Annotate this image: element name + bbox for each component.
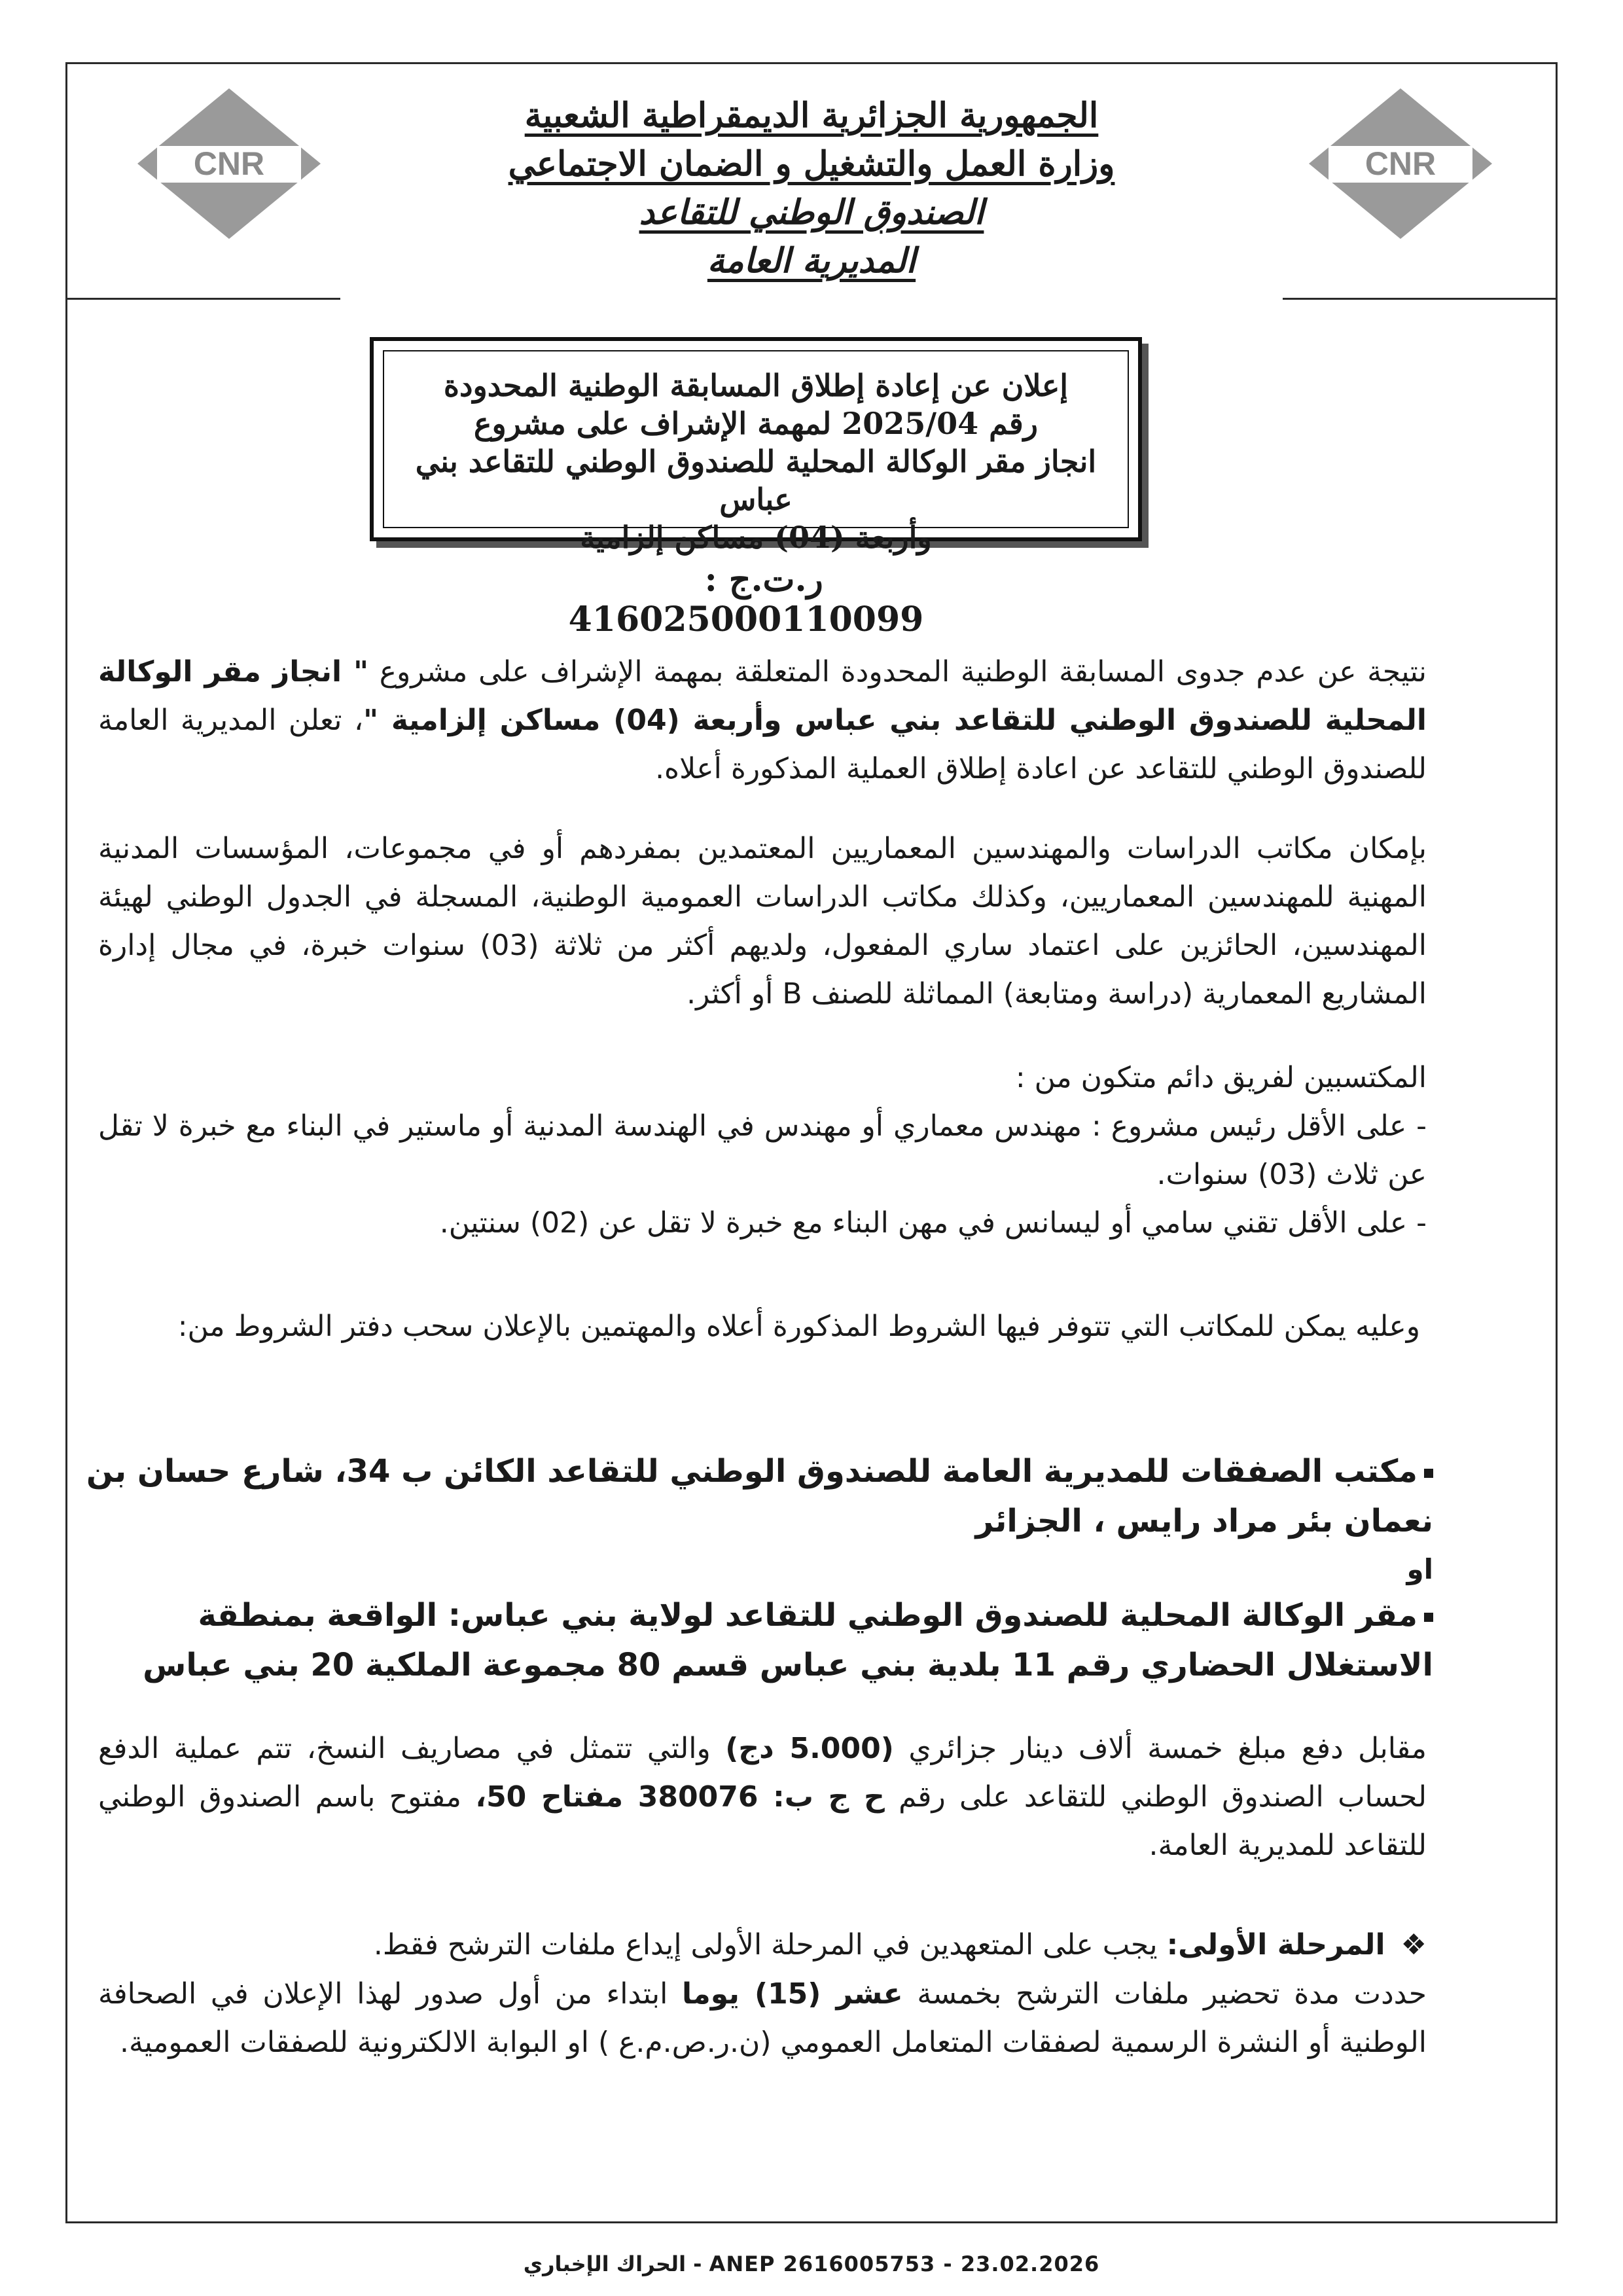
bullet-head-office-text: مكتب الصفقات للمديرية العامة للصندوق الوطني للتقاعد الكائن ب 34، شارع حسان بن نعمان بئر مراد رايس ، الجزائر xyxy=(86,1453,1433,1539)
announcement-line-4: وأربعة (04) مساكن إلزامية xyxy=(580,520,932,555)
payment-amount: (5.000 دج) xyxy=(725,1732,894,1765)
reference-number xyxy=(517,560,975,639)
announcement-line-1: إعلان عن إعادة إطلاق المسابقة الوطنية المحدودة xyxy=(443,368,1069,403)
deadline-text-a: حددت مدة تحضير ملفات الترشح بخمسة xyxy=(902,1977,1427,2011)
intro-text-b: ، تعلن المديرية العامة للصندوق الوطني للتقاعد عن اعادة إطلاق العملية المذكورة أعلاه. xyxy=(98,704,1427,785)
paragraph-intro xyxy=(98,648,1427,793)
payment-text-a: مقابل دفع مبلغ خمسة ألاف دينار جزائري xyxy=(893,1732,1427,1765)
team-item-technician: - على الأقل تقني سامي أو ليسانس في مهن البناء مع خبرة لا تقل عن (02) سنتين. xyxy=(439,1206,1427,1240)
footer-publication-ref: الحراك الإخباري - ANEP 2616005753 - 23.02.2026 xyxy=(523,2251,1100,2276)
reference-value: 416025000110099 xyxy=(568,600,924,639)
header-rule-left xyxy=(65,298,340,300)
paragraph-eligibility xyxy=(98,825,1427,1018)
phase-one-label: المرحلة الأولى: xyxy=(1166,1928,1385,1962)
intro-project-name: " انجاز مقر الوكالة المحلية للصندوق الوطني للتقاعد بني عباس وأربعة (04) مساكن إلزامية " xyxy=(98,655,1427,737)
paragraph-deadline xyxy=(98,1970,1427,2067)
phase-one xyxy=(98,1921,1427,1969)
team-item-project-lead: - على الأقل رئيس مشروع : مهندس معماري أو مهندس في الهندسة المدنية أو ماستير في البناء مع خبرة لا تقل عن ثلاث (03) سنوات. xyxy=(98,1109,1427,1191)
header-titles xyxy=(353,92,1270,285)
or-text: او xyxy=(1406,1553,1433,1585)
team-intro: المكتسبين لفريق دائم متكون من : xyxy=(1015,1061,1427,1094)
deadline-days: عشر (15) يوما xyxy=(682,1977,903,2011)
announcement-line-3: انجاز مقر الوكالة المحلية للصندوق الوطني للتقاعد بني عباس xyxy=(415,444,1097,517)
payment-text-b: والتي تتمثل في مصاريف النسخ، تتم عملية الدفع لحساب الصندوق الوطني للتقاعد على رقم xyxy=(98,1732,1427,1814)
spec-withdrawal-text: وعليه يمكن للمكاتب التي تتوفر فيها الشروط المذكورة أعلاه والمهتمين بالإعلان سحب دفتر الشروط من: xyxy=(177,1310,1420,1343)
reference-label: ر.ت.ج : xyxy=(704,560,823,600)
logo-left-text: CNR xyxy=(193,145,265,182)
intro-text-a: نتيجة عن عدم جدوى المسابقة الوطنية المحدودة المتعلقة بمهمة الإشراف على مشروع xyxy=(368,655,1427,689)
header-directorate: المديرية العامة xyxy=(707,241,916,281)
payment-text-c: مفتوح باسم الصندوق الوطني للتقاعد للمديرية العامة. xyxy=(98,1780,1427,1862)
header-ministry: وزارة العمل والتشغيل و الضمان الاجتماعي xyxy=(508,144,1115,184)
paragraph-team xyxy=(98,1054,1427,1247)
logo-right-text: CNR xyxy=(1364,145,1436,182)
eligibility-text: بإمكان مكاتب الدراسات والمهندسين المعماريين المعتمدين بمفردهم أو في مجموعات، المؤسسات المدنية المهنية للمهندسين المعماريين، وكذلك مكاتب الدراسات العمومية الوطنية، المسجلة في الجدول الوطني لهيئة المهندسين، الحائزين على اعتماد ساري المفعول، ولديهم أكثر من ثلاثة (03) سنوات خبرة، في مجال إدارة المشاريع المعمارية (دراسة ومتابعة) المماثلة للصنف B أو أكثر. xyxy=(98,832,1427,1011)
bullet-local-agency-text: مقر الوكالة المحلية للصندوق الوطني للتقاعد لولاية بني عباس: الواقعة بمنطقة الاستغلال الحضاري رقم 11 بلدية بني عباس قسم 80 مجموعة الملكية 20 بني عباس xyxy=(143,1597,1433,1683)
cnr-logo-left xyxy=(131,82,327,245)
bullet-head-office xyxy=(72,1446,1433,1546)
header-republic: الجمهورية الجزائرية الديمقراطية الشعبية xyxy=(524,96,1099,135)
paragraph-spec-withdrawal xyxy=(111,1302,1420,1351)
paragraph-payment xyxy=(98,1725,1427,1870)
deadline-text-b: ابتداء من أول صدور لهذا الإعلان في الصحافة الوطنية أو النشرة الرسمية لصفقات المتعامل العمومي (ن.ر.ص.م.ع ) او البوابة الالكترونية للصفقات العمومية. xyxy=(98,1977,1427,2059)
announcement-line-2: رقم 2025/04 لمهمة الإشراف على مشروع xyxy=(474,406,1038,441)
bullet-local-agency xyxy=(72,1590,1433,1690)
diamond-bullet-icon: ❖ xyxy=(1400,1928,1427,1962)
phase-one-text: يجب على المتعهدين في المرحلة الأولى إيداع ملفات الترشح فقط. xyxy=(373,1928,1167,1962)
or-separator xyxy=(1243,1545,1433,1594)
cnr-logo-right xyxy=(1302,82,1499,245)
announcement-title xyxy=(386,367,1126,556)
payment-account: ح ج ب: 380076 مفتاح 50، xyxy=(475,1780,885,1814)
header-fund: الصندوق الوطني للتقاعد xyxy=(639,192,984,232)
header-rule-right xyxy=(1283,298,1558,300)
